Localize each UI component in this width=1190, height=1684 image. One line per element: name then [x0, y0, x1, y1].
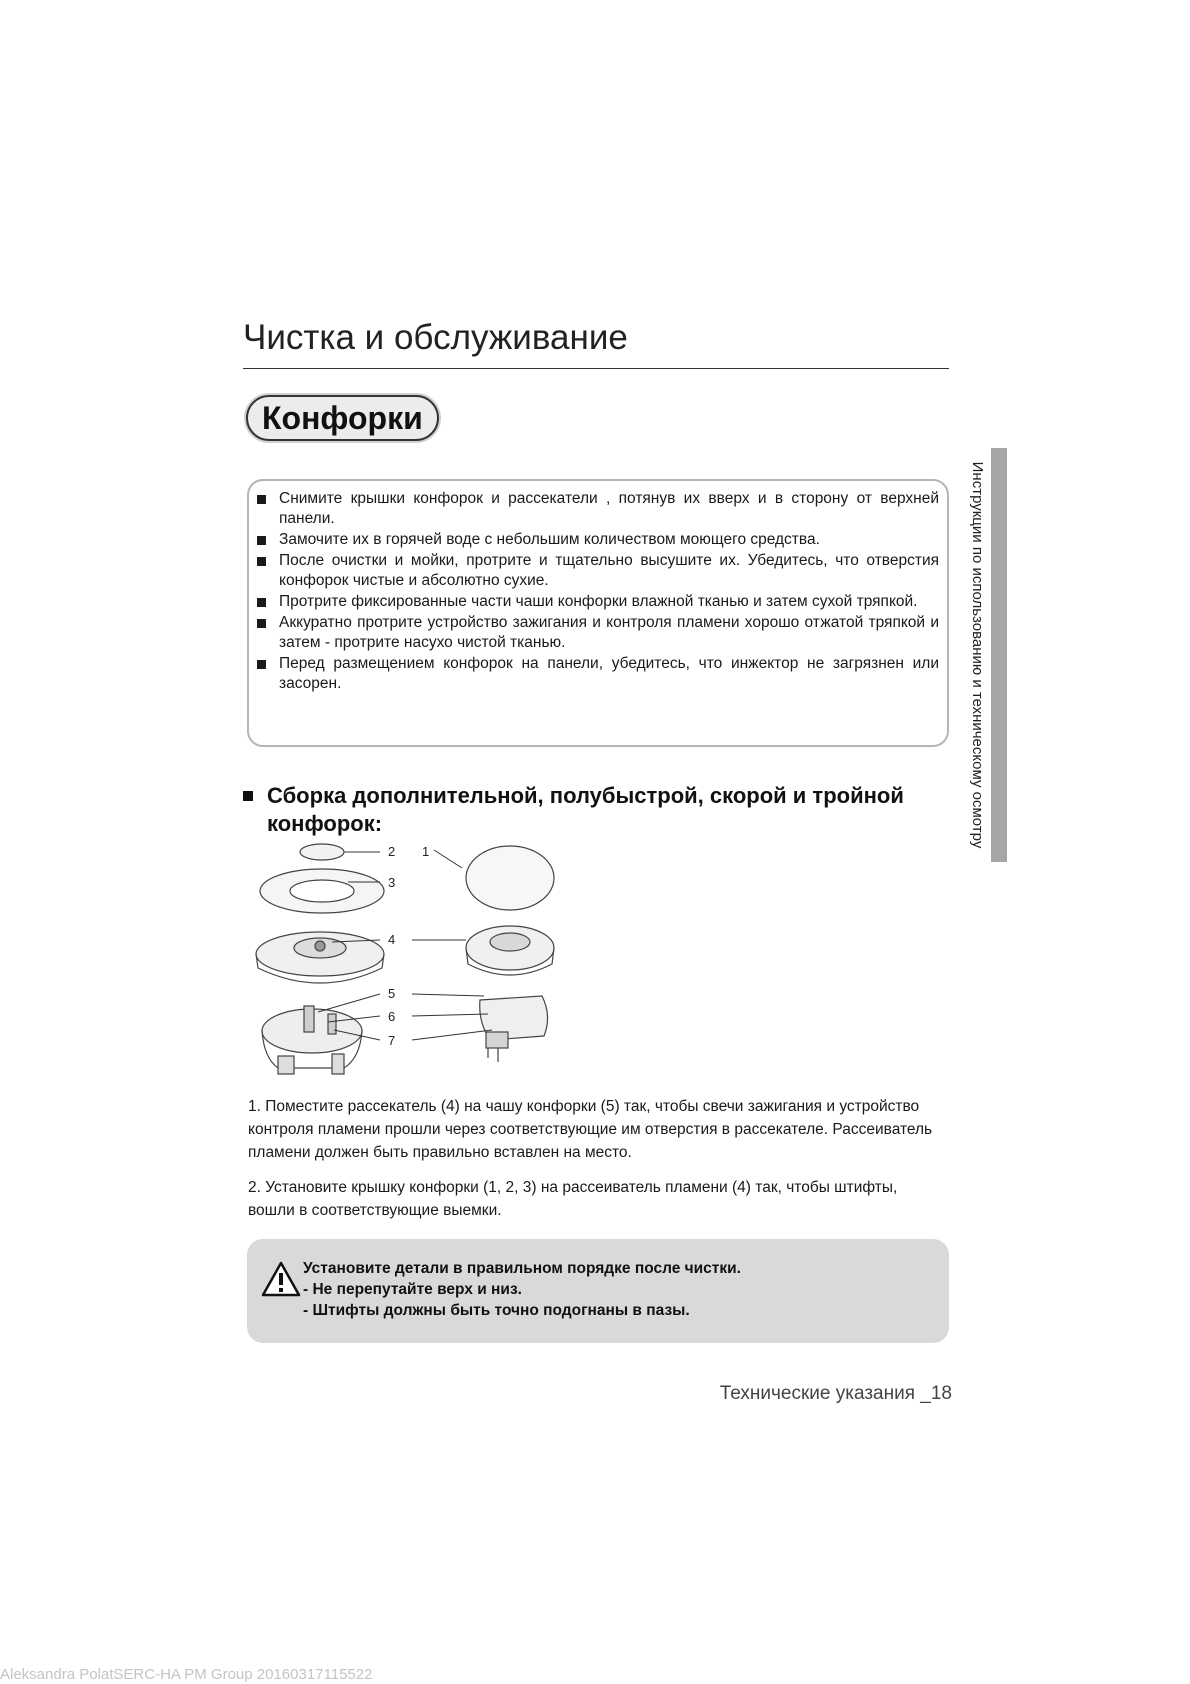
caution-line: Установите детали в правильном порядке после чистки. — [303, 1260, 741, 1277]
page-title: Чистка и обслуживание — [243, 318, 628, 357]
instruction-text: Снимите крышки конфорок и рассекатели , потянув их вверх и в сторону от верхней панели. — [279, 490, 939, 527]
square-bullet-icon — [257, 495, 266, 504]
title-divider — [243, 368, 949, 369]
square-bullet-icon — [243, 791, 253, 801]
caution-line: - Не перепутайте верх и низ. — [303, 1281, 522, 1298]
part-label-4: 4 — [388, 932, 396, 947]
step-1 — [248, 1095, 948, 1164]
step-2 — [248, 1176, 948, 1222]
part-label-1: 1 — [422, 844, 430, 859]
step-number: 1. — [248, 1098, 261, 1115]
square-bullet-icon — [257, 598, 266, 607]
page-footer — [720, 1383, 952, 1405]
instructions-list — [257, 489, 939, 694]
square-bullet-icon — [257, 557, 266, 566]
warning-triangle-icon — [261, 1261, 301, 1297]
footer-section: Технические указания — [719, 1383, 916, 1404]
part-label-5: 5 — [388, 986, 396, 1001]
watermark: Aleksandra PolatSERC-HA PM Group 20160317115522 — [0, 1666, 373, 1683]
instruction-item — [257, 654, 939, 694]
instruction-text: Аккуратно протрите устройство зажигания и контроля пламени хорошо отжатой тряпкой и затем - протрите насухо чистой тканью. — [279, 614, 939, 651]
burner-parts-illustration — [256, 844, 554, 1074]
instruction-item — [257, 489, 939, 529]
square-bullet-icon — [257, 536, 266, 545]
side-tab — [963, 448, 1007, 862]
instruction-item — [257, 613, 939, 653]
instruction-item — [257, 530, 939, 550]
instruction-text: Перед размещением конфорок на панели, убедитесь, что инжектор не загрязнен или засорен. — [279, 655, 939, 692]
instruction-text: Замочите их в горячей воде с небольшим количеством моющего средства. — [279, 531, 820, 548]
part-label-6: 6 — [388, 1009, 396, 1024]
step-text: Установите крышку конфорки (1, 2, 3) на рассеиватель пламени (4) так, чтобы штифты, вошли в соответствующие выемки. — [248, 1179, 898, 1219]
burner-assembly-diagram — [252, 836, 592, 1086]
instruction-item — [257, 551, 939, 591]
assembly-heading-text: Сборка дополнительной, полубыстрой, скорой и тройной конфорок: — [267, 783, 904, 836]
assembly-heading — [243, 782, 943, 838]
part-label-7: 7 — [388, 1033, 396, 1048]
page-number: _18 — [920, 1383, 952, 1404]
instruction-text: Протрите фиксированные части чаши конфорки влажной тканью и затем сухой тряпкой. — [279, 593, 918, 610]
side-tab-edge — [991, 448, 1007, 862]
square-bullet-icon — [257, 619, 266, 628]
instruction-item — [257, 592, 939, 612]
caution-line: - Штифты должны быть точно подогнаны в пазы. — [303, 1302, 690, 1319]
assembly-steps — [248, 1095, 948, 1234]
caution-text — [303, 1258, 741, 1321]
section-badge: Конфорки — [246, 395, 439, 441]
square-bullet-icon — [257, 660, 266, 669]
step-number: 2. — [248, 1179, 261, 1196]
part-label-3: 3 — [388, 875, 396, 890]
caution-box — [247, 1239, 949, 1343]
part-label-2: 2 — [388, 844, 396, 859]
step-text: Поместите рассекатель (4) на чашу конфорки (5) так, чтобы свечи зажигания и устройство контроля пламени прошли через соответствующие им отверстия в рассекателе. Рассеиватель пламени должен быть правильно вставлен на место. — [248, 1098, 933, 1161]
instruction-text: После очистки и мойки, протрите и тщательно высушите их. Убедитесь, что отверстия конфорок чистые и абсолютно сухие. — [279, 552, 939, 589]
instructions-box — [247, 479, 949, 747]
side-tab-label: Инструкции по использованию и техническому осмотру — [969, 461, 986, 849]
